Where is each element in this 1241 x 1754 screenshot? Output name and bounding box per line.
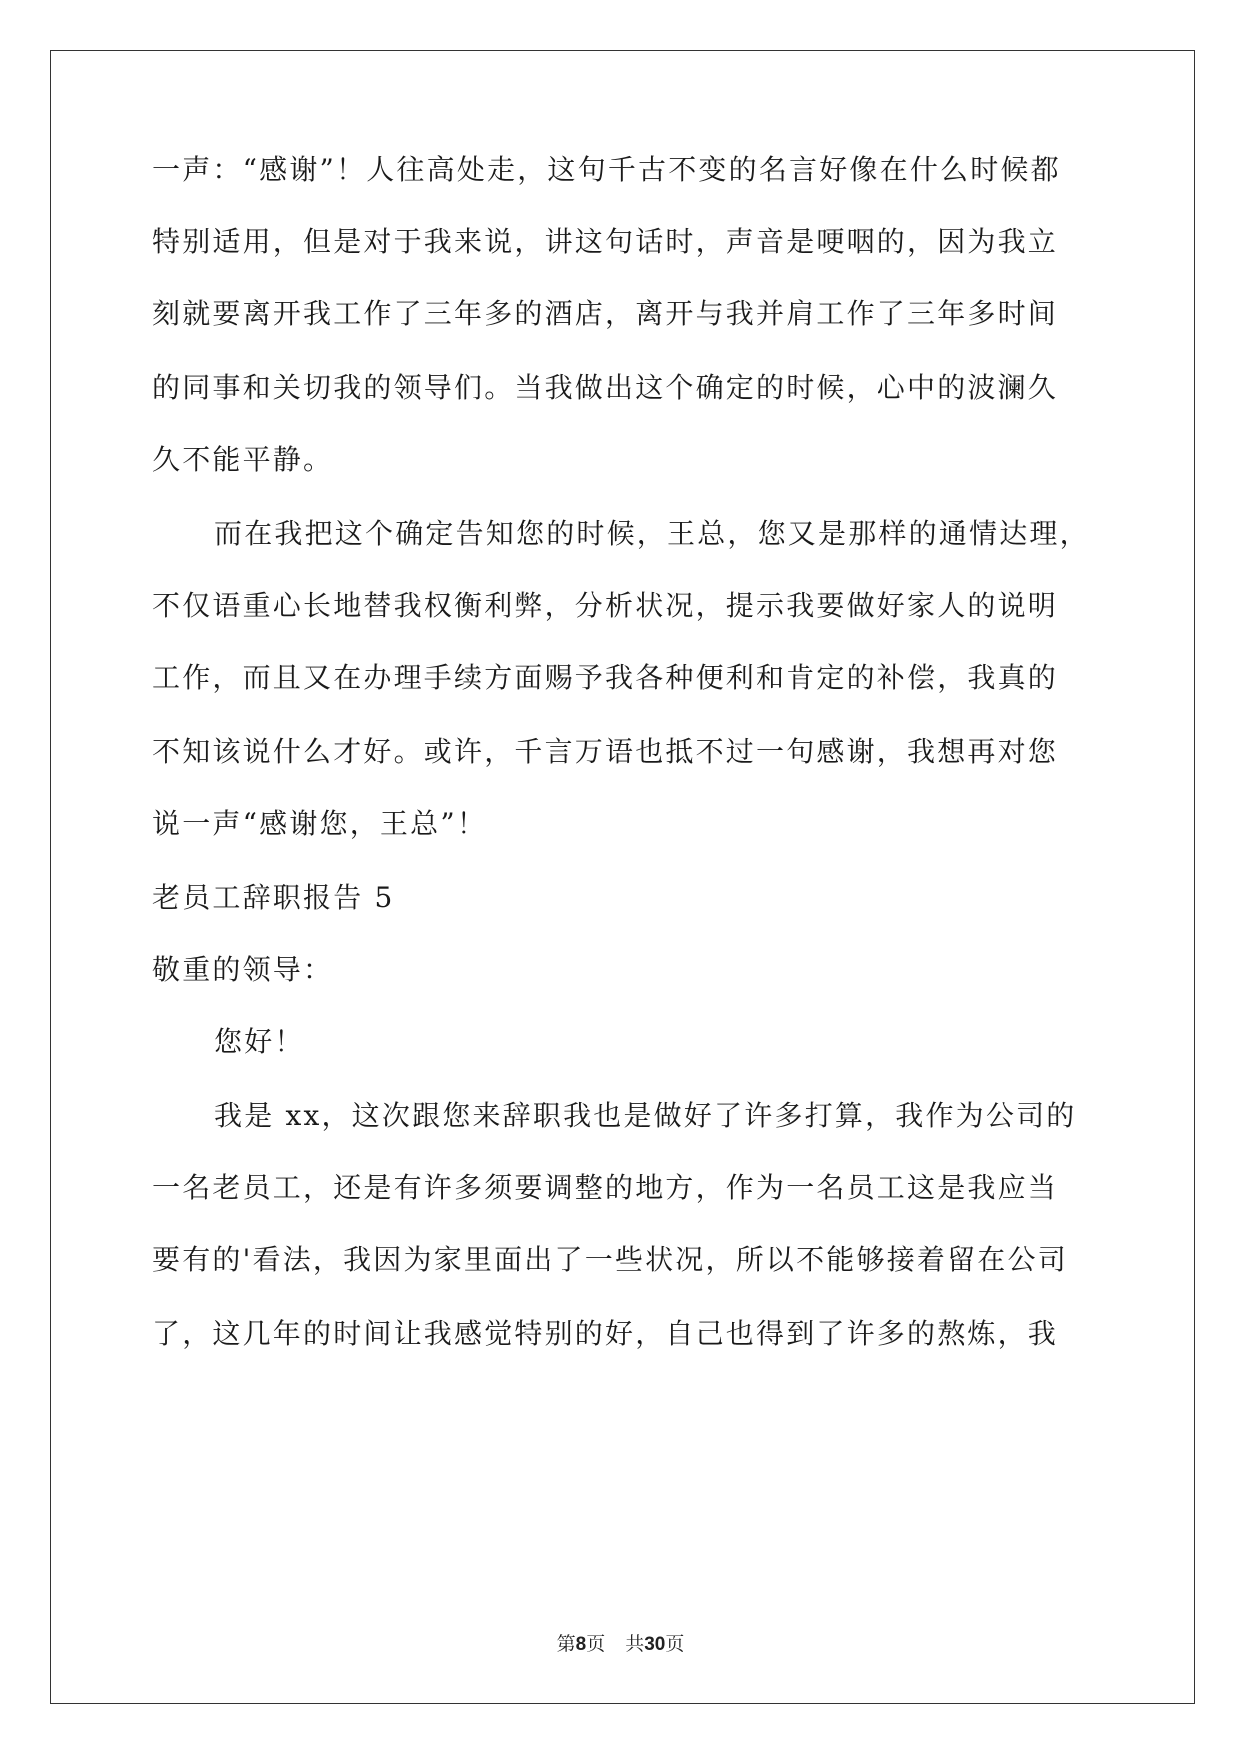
paragraph-line: 要有的'看法，我因为家里面出了一些状况，所以不能够接着留在公司	[152, 1243, 1068, 1276]
page-footer	[0, 1632, 1241, 1657]
paragraph-line: 特别适用，但是对于我来说，讲这句话时，声音是哽咽的，因为我立	[152, 225, 1059, 258]
paragraph-line: 了，这几年的时间让我感觉特别的好，自己也得到了许多的熬炼，我	[152, 1317, 1059, 1350]
paragraph-line: 工作，而且又在办理手续方面赐予我各种便利和肯定的补偿，我真的	[152, 661, 1059, 694]
paragraph-line: 的同事和关切我的领导们。当我做出这个确定的时候，心中的波澜久	[152, 371, 1059, 404]
paragraph-line: 一名老员工，还是有许多须要调整的地方，作为一名员工这是我应当	[152, 1171, 1059, 1204]
total-prefix: 共	[625, 1633, 645, 1655]
total-suffix: 页	[665, 1633, 685, 1655]
paragraph-line: 不知该说什么才好。或许，千言万语也抵不过一句感谢，我想再对您	[152, 735, 1059, 768]
paragraph-line: 而在我把这个确定告知您的时候，王总，您又是那样的通情达理，	[214, 517, 1090, 550]
paragraph-line: 久不能平静。	[152, 443, 334, 476]
paragraph-line: 我是 xx，这次跟您来辞职我也是做好了许多打算，我作为公司的	[214, 1099, 1077, 1132]
page-prefix: 第	[556, 1633, 576, 1655]
paragraph-line: 不仅语重心长地替我权衡利弊，分析状况，提示我要做好家人的说明	[152, 589, 1059, 622]
paragraph-line: 一声：“感谢”！人往高处走，这句千古不变的名言好像在什么时候都	[152, 153, 1061, 186]
section-title: 老员工辞职报告 5	[152, 881, 395, 914]
page-suffix: 页	[586, 1633, 606, 1655]
salutation: 敬重的领导：	[152, 953, 334, 986]
greeting: 您好！	[214, 1025, 305, 1058]
paragraph-line: 刻就要离开我工作了三年多的酒店，离开与我并肩工作了三年多时间	[152, 297, 1059, 330]
total-pages: 30	[644, 1634, 666, 1655]
paragraph-line: 说一声“感谢您，王总”！	[152, 807, 488, 840]
page-number: 8	[575, 1634, 587, 1655]
